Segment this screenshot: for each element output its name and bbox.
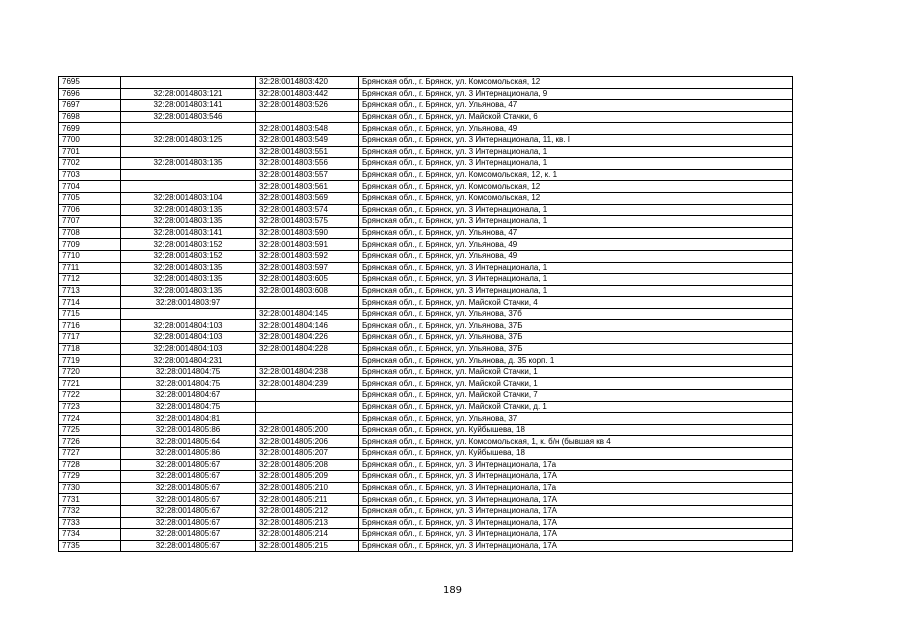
cadastral-number-cell: 32:28:0014804:238 bbox=[256, 366, 359, 378]
parent-cadastral-number-cell: 32:28:0014803:135 bbox=[121, 216, 256, 228]
table-row bbox=[59, 471, 793, 483]
cadastral-number-cell: 32:28:0014803:420 bbox=[256, 77, 359, 89]
cadastral-number-cell: 32:28:0014803:591 bbox=[256, 239, 359, 251]
address-cell: Брянская обл., г. Брянск, ул. Ульянова, 49 bbox=[359, 239, 793, 251]
table-row bbox=[59, 494, 793, 506]
address-cell: Брянская обл., г. Брянск, ул. Ульянова, 37Б bbox=[359, 343, 793, 355]
table-row bbox=[59, 448, 793, 460]
address-cell: Брянская обл., г. Брянск, ул. 3 Интернационала, 11, кв. I bbox=[359, 134, 793, 146]
table-row bbox=[59, 158, 793, 170]
cadastral-number-cell: 32:28:0014803:574 bbox=[256, 204, 359, 216]
row-number-cell: 7712 bbox=[59, 274, 121, 286]
cadastral-number-cell: 32:28:0014805:215 bbox=[256, 540, 359, 552]
parent-cadastral-number-cell: 32:28:0014805:86 bbox=[121, 448, 256, 460]
table-row bbox=[59, 366, 793, 378]
parent-cadastral-number-cell: 32:28:0014803:135 bbox=[121, 274, 256, 286]
address-cell: Брянская обл., г. Брянск, ул. Ульянова, д. 35 корп. 1 bbox=[359, 355, 793, 367]
row-number-cell: 7717 bbox=[59, 332, 121, 344]
parent-cadastral-number-cell: 32:28:0014804:103 bbox=[121, 343, 256, 355]
cadastral-number-cell: 32:28:0014804:228 bbox=[256, 343, 359, 355]
row-number-cell: 7731 bbox=[59, 494, 121, 506]
parent-cadastral-number-cell bbox=[121, 308, 256, 320]
parent-cadastral-number-cell bbox=[121, 77, 256, 89]
table-row bbox=[59, 424, 793, 436]
table-row bbox=[59, 274, 793, 286]
cadastral-number-cell: 32:28:0014804:239 bbox=[256, 378, 359, 390]
parent-cadastral-number-cell: 32:28:0014805:67 bbox=[121, 459, 256, 471]
row-number-cell: 7696 bbox=[59, 88, 121, 100]
parent-cadastral-number-cell: 32:28:0014803:135 bbox=[121, 158, 256, 170]
address-cell: Брянская обл., г. Брянск, ул. Куйбышева, 18 bbox=[359, 424, 793, 436]
parent-cadastral-number-cell: 32:28:0014804:75 bbox=[121, 401, 256, 413]
parent-cadastral-number-cell: 32:28:0014803:152 bbox=[121, 250, 256, 262]
parent-cadastral-number-cell bbox=[121, 181, 256, 193]
address-cell: Брянская обл., г. Брянск, ул. Комсомольская, 12, к. 1 bbox=[359, 169, 793, 181]
address-cell: Брянская обл., г. Брянск, ул. 3 Интернационала, 1 bbox=[359, 285, 793, 297]
cadastral-number-cell: 32:28:0014803:556 bbox=[256, 158, 359, 170]
table-row bbox=[59, 250, 793, 262]
row-number-cell: 7714 bbox=[59, 297, 121, 309]
row-number-cell: 7729 bbox=[59, 471, 121, 483]
table-row bbox=[59, 227, 793, 239]
row-number-cell: 7715 bbox=[59, 308, 121, 320]
row-number-cell: 7722 bbox=[59, 390, 121, 402]
table-row bbox=[59, 285, 793, 297]
table-row bbox=[59, 146, 793, 158]
row-number-cell: 7735 bbox=[59, 540, 121, 552]
address-cell: Брянская обл., г. Брянск, ул. 3 Интернационала, 1 bbox=[359, 216, 793, 228]
address-cell: Брянская обл., г. Брянск, ул. Майской Стачки, 7 bbox=[359, 390, 793, 402]
parent-cadastral-number-cell: 32:28:0014804:75 bbox=[121, 378, 256, 390]
parent-cadastral-number-cell: 32:28:0014804:81 bbox=[121, 413, 256, 425]
parent-cadastral-number-cell: 32:28:0014804:67 bbox=[121, 390, 256, 402]
row-number-cell: 7734 bbox=[59, 529, 121, 541]
row-number-cell: 7726 bbox=[59, 436, 121, 448]
address-cell: Брянская обл., г. Брянск, ул. 3 Интернационала, 17А bbox=[359, 505, 793, 517]
row-number-cell: 7708 bbox=[59, 227, 121, 239]
cadastral-number-cell: 32:28:0014803:605 bbox=[256, 274, 359, 286]
parent-cadastral-number-cell: 32:28:0014803:135 bbox=[121, 262, 256, 274]
table-row bbox=[59, 181, 793, 193]
table-row bbox=[59, 332, 793, 344]
parent-cadastral-number-cell: 32:28:0014805:64 bbox=[121, 436, 256, 448]
address-cell: Брянская обл., г. Брянск, ул. 3 Интернационала, 17А bbox=[359, 529, 793, 541]
cadastral-number-cell: 32:28:0014805:200 bbox=[256, 424, 359, 436]
row-number-cell: 7713 bbox=[59, 285, 121, 297]
table-row bbox=[59, 123, 793, 135]
cadastral-number-cell: 32:28:0014805:214 bbox=[256, 529, 359, 541]
address-cell: Брянская обл., г. Брянск, ул. 3 Интернационала, 17А bbox=[359, 494, 793, 506]
parent-cadastral-number-cell: 32:28:0014805:67 bbox=[121, 517, 256, 529]
parent-cadastral-number-cell: 32:28:0014805:67 bbox=[121, 505, 256, 517]
parent-cadastral-number-cell: 32:28:0014803:135 bbox=[121, 204, 256, 216]
row-number-cell: 7702 bbox=[59, 158, 121, 170]
row-number-cell: 7724 bbox=[59, 413, 121, 425]
address-cell: Брянская обл., г. Брянск, ул. Майской Стачки, д. 1 bbox=[359, 401, 793, 413]
address-cell: Брянская обл., г. Брянск, ул. Комсомольская, 12 bbox=[359, 192, 793, 204]
cadastral-number-cell: 32:28:0014803:590 bbox=[256, 227, 359, 239]
cadastral-number-cell: 32:28:0014803:569 bbox=[256, 192, 359, 204]
row-number-cell: 7720 bbox=[59, 366, 121, 378]
row-number-cell: 7701 bbox=[59, 146, 121, 158]
address-cell: Брянская обл., г. Брянск, ул. 3 Интернационала, 17А bbox=[359, 471, 793, 483]
row-number-cell: 7733 bbox=[59, 517, 121, 529]
address-cell: Брянская обл., г. Брянск, ул. 3 Интернационала, 1 bbox=[359, 158, 793, 170]
cadastral-number-cell bbox=[256, 297, 359, 309]
row-number-cell: 7695 bbox=[59, 77, 121, 89]
address-cell: Брянская обл., г. Брянск, ул. Ульянова, 37Б bbox=[359, 320, 793, 332]
address-cell: Брянская обл., г. Брянск, ул. Ульянова, 47 bbox=[359, 100, 793, 112]
cadastral-number-cell: 32:28:0014805:206 bbox=[256, 436, 359, 448]
row-number-cell: 7725 bbox=[59, 424, 121, 436]
cadastral-number-cell: 32:28:0014805:208 bbox=[256, 459, 359, 471]
address-cell: Брянская обл., г. Брянск, ул. Ульянова, 49 bbox=[359, 250, 793, 262]
address-cell: Брянская обл., г. Брянск, ул. Майской Стачки, 4 bbox=[359, 297, 793, 309]
address-cell: Брянская обл., г. Брянск, ул. Комсомольская, 12 bbox=[359, 77, 793, 89]
cadastral-number-cell: 32:28:0014805:211 bbox=[256, 494, 359, 506]
table-row bbox=[59, 308, 793, 320]
parent-cadastral-number-cell: 32:28:0014803:104 bbox=[121, 192, 256, 204]
row-number-cell: 7711 bbox=[59, 262, 121, 274]
parent-cadastral-number-cell: 32:28:0014805:67 bbox=[121, 529, 256, 541]
table-row bbox=[59, 262, 793, 274]
table-row bbox=[59, 88, 793, 100]
row-number-cell: 7718 bbox=[59, 343, 121, 355]
cadastral-number-cell: 32:28:0014803:557 bbox=[256, 169, 359, 181]
row-number-cell: 7707 bbox=[59, 216, 121, 228]
row-number-cell: 7703 bbox=[59, 169, 121, 181]
cadastral-number-cell: 32:28:0014803:561 bbox=[256, 181, 359, 193]
cadastral-number-cell bbox=[256, 111, 359, 123]
table-row bbox=[59, 482, 793, 494]
parent-cadastral-number-cell: 32:28:0014803:125 bbox=[121, 134, 256, 146]
cadastral-number-cell: 32:28:0014805:209 bbox=[256, 471, 359, 483]
row-number-cell: 7705 bbox=[59, 192, 121, 204]
cadastral-number-cell: 32:28:0014803:608 bbox=[256, 285, 359, 297]
table-row bbox=[59, 100, 793, 112]
parent-cadastral-number-cell: 32:28:0014804:103 bbox=[121, 332, 256, 344]
address-cell: Брянская обл., г. Брянск, ул. 3 Интернационала, 17а bbox=[359, 459, 793, 471]
cadastral-number-cell: 32:28:0014804:146 bbox=[256, 320, 359, 332]
cadastral-number-cell bbox=[256, 401, 359, 413]
table-row bbox=[59, 320, 793, 332]
table-row bbox=[59, 204, 793, 216]
table-row bbox=[59, 239, 793, 251]
address-cell: Брянская обл., г. Брянск, ул. Ульянова, 47 bbox=[359, 227, 793, 239]
table-row bbox=[59, 413, 793, 425]
parent-cadastral-number-cell: 32:28:0014805:86 bbox=[121, 424, 256, 436]
parent-cadastral-number-cell bbox=[121, 123, 256, 135]
table-row bbox=[59, 459, 793, 471]
table-row bbox=[59, 77, 793, 89]
parent-cadastral-number-cell bbox=[121, 146, 256, 158]
address-cell: Брянская обл., г. Брянск, ул. Ульянова, 49 bbox=[359, 123, 793, 135]
parent-cadastral-number-cell: 32:28:0014805:67 bbox=[121, 540, 256, 552]
address-cell: Брянская обл., г. Брянск, ул. 3 Интернационала, 17а bbox=[359, 482, 793, 494]
parent-cadastral-number-cell: 32:28:0014803:141 bbox=[121, 227, 256, 239]
parent-cadastral-number-cell: 32:28:0014803:546 bbox=[121, 111, 256, 123]
table-row bbox=[59, 436, 793, 448]
cadastral-number-cell bbox=[256, 355, 359, 367]
row-number-cell: 7699 bbox=[59, 123, 121, 135]
address-cell: Брянская обл., г. Брянск, ул. Комсомольская, 12 bbox=[359, 181, 793, 193]
cadastral-number-cell: 32:28:0014805:207 bbox=[256, 448, 359, 460]
row-number-cell: 7728 bbox=[59, 459, 121, 471]
parent-cadastral-number-cell: 32:28:0014803:121 bbox=[121, 88, 256, 100]
row-number-cell: 7721 bbox=[59, 378, 121, 390]
table-row bbox=[59, 343, 793, 355]
page-number: 189 bbox=[442, 585, 463, 596]
address-cell: Брянская обл., г. Брянск, ул. 3 Интернационала, 1 bbox=[359, 146, 793, 158]
row-number-cell: 7732 bbox=[59, 505, 121, 517]
parent-cadastral-number-cell bbox=[121, 169, 256, 181]
row-number-cell: 7727 bbox=[59, 448, 121, 460]
table-row bbox=[59, 378, 793, 390]
cadastral-number-cell: 32:28:0014803:526 bbox=[256, 100, 359, 112]
table-row bbox=[59, 169, 793, 181]
cadastral-number-cell: 32:28:0014805:213 bbox=[256, 517, 359, 529]
address-cell: Брянская обл., г. Брянск, ул. 3 Интернационала, 1 bbox=[359, 262, 793, 274]
address-cell: Брянская обл., г. Брянск, ул. Ульянова, 37Б bbox=[359, 332, 793, 344]
address-cell: Брянская обл., г. Брянск, ул. 3 Интернационала, 9 bbox=[359, 88, 793, 100]
parent-cadastral-number-cell: 32:28:0014804:75 bbox=[121, 366, 256, 378]
table-row bbox=[59, 529, 793, 541]
address-cell: Брянская обл., г. Брянск, ул. 3 Интернационала, 1 bbox=[359, 204, 793, 216]
cadastral-number-cell bbox=[256, 390, 359, 402]
row-number-cell: 7710 bbox=[59, 250, 121, 262]
table-row bbox=[59, 540, 793, 552]
address-cell: Брянская обл., г. Брянск, ул. Майской Стачки, 6 bbox=[359, 111, 793, 123]
table-row bbox=[59, 192, 793, 204]
address-cell: Брянская обл., г. Брянск, ул. Ульянова, 37 bbox=[359, 413, 793, 425]
cadastral-number-cell: 32:28:0014803:592 bbox=[256, 250, 359, 262]
cadastral-table bbox=[58, 76, 793, 552]
table-row bbox=[59, 134, 793, 146]
parent-cadastral-number-cell: 32:28:0014805:67 bbox=[121, 482, 256, 494]
row-number-cell: 7706 bbox=[59, 204, 121, 216]
cadastral-number-cell: 32:28:0014803:551 bbox=[256, 146, 359, 158]
cadastral-number-cell: 32:28:0014804:226 bbox=[256, 332, 359, 344]
table-row bbox=[59, 297, 793, 309]
parent-cadastral-number-cell: 32:28:0014803:152 bbox=[121, 239, 256, 251]
address-cell: Брянская обл., г. Брянск, ул. Майской Стачки, 1 bbox=[359, 366, 793, 378]
table-row bbox=[59, 355, 793, 367]
row-number-cell: 7704 bbox=[59, 181, 121, 193]
row-number-cell: 7719 bbox=[59, 355, 121, 367]
address-cell: Брянская обл., г. Брянск, ул. Ульянова, 37б bbox=[359, 308, 793, 320]
address-cell: Брянская обл., г. Брянск, ул. 3 Интернационала, 17А bbox=[359, 517, 793, 529]
address-cell: Брянская обл., г. Брянск, ул. 3 Интернационала, 1 bbox=[359, 274, 793, 286]
row-number-cell: 7730 bbox=[59, 482, 121, 494]
table-row bbox=[59, 401, 793, 413]
cadastral-number-cell: 32:28:0014803:549 bbox=[256, 134, 359, 146]
parent-cadastral-number-cell: 32:28:0014803:135 bbox=[121, 285, 256, 297]
table-row bbox=[59, 517, 793, 529]
row-number-cell: 7709 bbox=[59, 239, 121, 251]
address-cell: Брянская обл., г. Брянск, ул. Комсомольская, 1, к. б/н (бывшая кв 4 bbox=[359, 436, 793, 448]
parent-cadastral-number-cell: 32:28:0014803:97 bbox=[121, 297, 256, 309]
address-cell: Брянская обл., г. Брянск, ул. Куйбышева, 18 bbox=[359, 448, 793, 460]
cadastral-number-cell: 32:28:0014803:548 bbox=[256, 123, 359, 135]
cadastral-number-cell: 32:28:0014803:442 bbox=[256, 88, 359, 100]
table-row bbox=[59, 390, 793, 402]
cadastral-number-cell bbox=[256, 413, 359, 425]
table-row bbox=[59, 111, 793, 123]
parent-cadastral-number-cell: 32:28:0014805:67 bbox=[121, 471, 256, 483]
cadastral-number-cell: 32:28:0014803:575 bbox=[256, 216, 359, 228]
row-number-cell: 7700 bbox=[59, 134, 121, 146]
table-row bbox=[59, 216, 793, 228]
row-number-cell: 7723 bbox=[59, 401, 121, 413]
address-cell: Брянская обл., г. Брянск, ул. 3 Интернационала, 17А bbox=[359, 540, 793, 552]
parent-cadastral-number-cell: 32:28:0014803:141 bbox=[121, 100, 256, 112]
cadastral-number-cell: 32:28:0014803:597 bbox=[256, 262, 359, 274]
table-body bbox=[59, 77, 793, 552]
cadastral-number-cell: 32:28:0014805:210 bbox=[256, 482, 359, 494]
cadastral-number-cell: 32:28:0014804:145 bbox=[256, 308, 359, 320]
row-number-cell: 7698 bbox=[59, 111, 121, 123]
row-number-cell: 7716 bbox=[59, 320, 121, 332]
parent-cadastral-number-cell: 32:28:0014804:103 bbox=[121, 320, 256, 332]
cadastral-number-cell: 32:28:0014805:212 bbox=[256, 505, 359, 517]
row-number-cell: 7697 bbox=[59, 100, 121, 112]
table-row bbox=[59, 505, 793, 517]
parent-cadastral-number-cell: 32:28:0014805:67 bbox=[121, 494, 256, 506]
address-cell: Брянская обл., г. Брянск, ул. Майской Стачки, 1 bbox=[359, 378, 793, 390]
parent-cadastral-number-cell: 32:28:0014804:231 bbox=[121, 355, 256, 367]
